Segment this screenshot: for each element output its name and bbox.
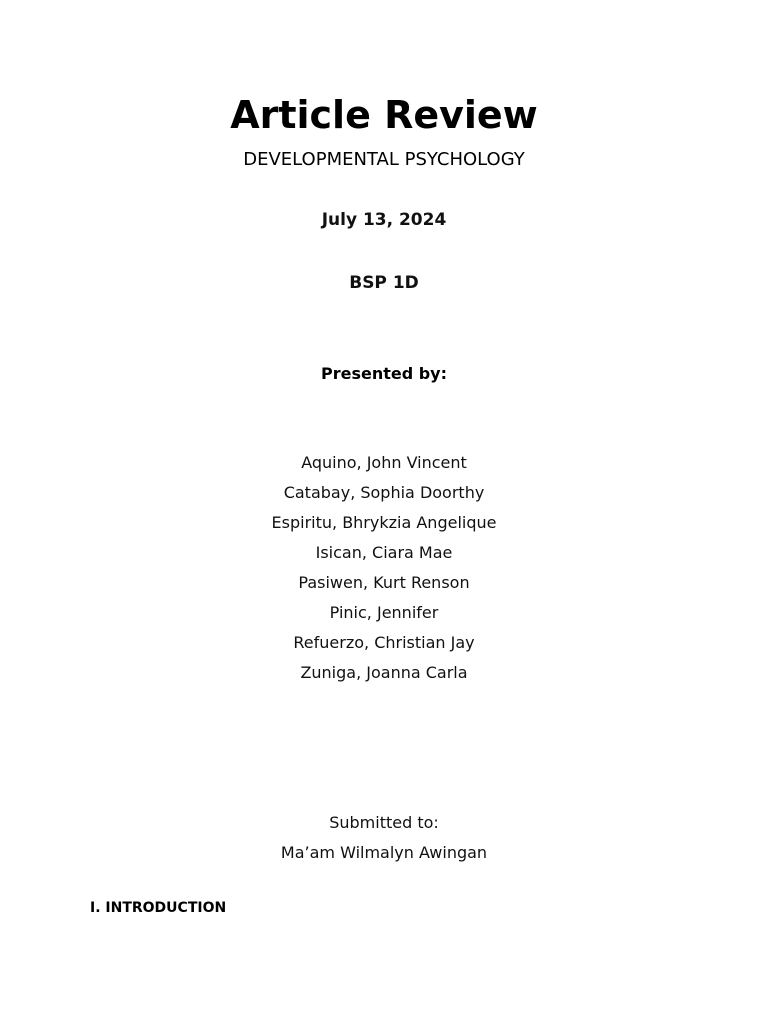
presented-by-label: Presented by: bbox=[320, 364, 448, 383]
list-item: Pinic, Jennifer bbox=[329, 603, 439, 622]
list-item: Espiritu, Bhrykzia Angelique bbox=[271, 513, 497, 532]
member-list bbox=[0, 448, 768, 688]
list-item: Isican, Ciara Mae bbox=[315, 543, 453, 562]
document-title: Article Review bbox=[230, 93, 538, 137]
list-item: Catabay, Sophia Doorthy bbox=[283, 483, 485, 502]
list-item: Pasiwen, Kurt Renson bbox=[298, 573, 470, 592]
document-date: July 13, 2024 bbox=[321, 210, 447, 230]
list-item: Zuniga, Joanna Carla bbox=[300, 663, 468, 682]
section-heading-introduction: I. INTRODUCTION bbox=[90, 900, 227, 916]
submitted-to-label: Submitted to: bbox=[329, 813, 439, 832]
submitted-to-name: Ma’am Wilmalyn Awingan bbox=[280, 843, 488, 862]
list-item: Aquino, John Vincent bbox=[301, 453, 467, 472]
document-subtitle: DEVELOPMENTAL PSYCHOLOGY bbox=[243, 149, 525, 170]
class-section: BSP 1D bbox=[349, 273, 419, 293]
list-item: Refuerzo, Christian Jay bbox=[293, 633, 475, 652]
